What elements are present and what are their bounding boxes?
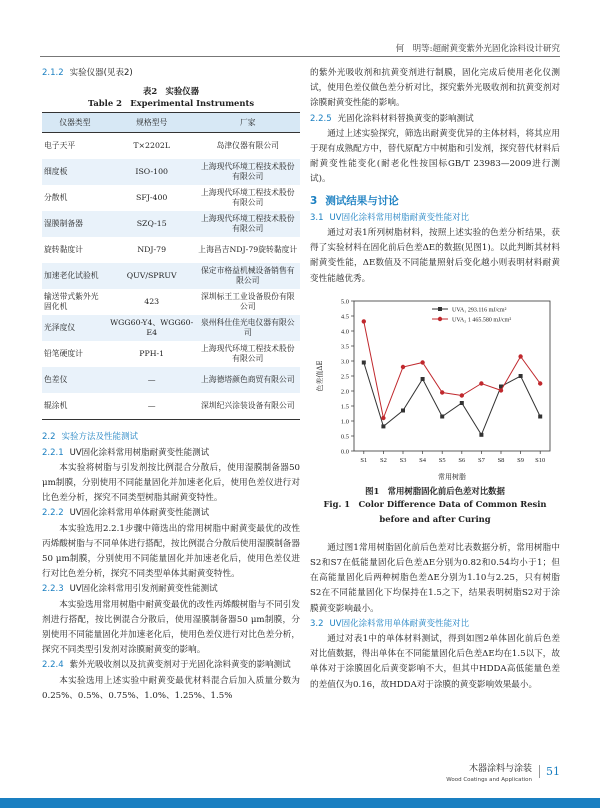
paragraph-2-2-5: 通过上述实验探究，筛选出耐黄变优异的主体材料，将其应用于现有成熟配方中，替代原配方中树脂和引发剂，探究替代材料后耐黄变性能变化(耐老化性按国标GB/T 23983—2009进行测试)。: [310, 128, 560, 185]
paragraph-2-2-3: 本实验选用常用树脂中耐黄变最优的改性丙烯酸树脂与不同引发剂进行搭配，按比例混合分散后，使用湿膜制备器50 μm制膜，分别使用不同能量固化并加速老化后，使用色差仪进行对比色差分析，探究不同类型引发剂对涂膜耐黄变的影响。: [42, 599, 300, 656]
journal-name-cn: 木器涂料与涂装: [468, 764, 532, 774]
section-heading-3-1: [310, 211, 560, 226]
section-heading-2-2-4: [42, 658, 300, 673]
y-tick-label: 1.0: [340, 418, 349, 426]
table-header-cell: 厂家: [196, 113, 300, 133]
y-tick-label: 5.0: [340, 298, 349, 306]
table-cell: 岛津仪器有限公司: [216, 141, 279, 151]
data-point: [401, 365, 405, 369]
table-row: [42, 367, 300, 393]
data-point: [538, 381, 542, 385]
table-cell: SZQ-15: [108, 211, 196, 237]
table-cell: 深圳纪兴涂装设备有限公司: [196, 393, 300, 420]
data-point: [519, 374, 523, 378]
section-title: 实验仪器(见表2): [69, 68, 133, 78]
section-number: 2.2.1: [42, 447, 64, 458]
table-cell: QUV/SPRUV: [108, 263, 196, 289]
table-row: [42, 237, 300, 263]
y-tick-label: 2.0: [340, 388, 349, 396]
data-point: [381, 424, 385, 428]
table-header-cell: 仪器类型: [42, 113, 108, 133]
section-title: 紫外光吸收剂以及抗黄变剂对于光固化涂料黄变的影响测试: [69, 660, 291, 671]
table-cell: 细度板: [42, 159, 108, 185]
series-line: [364, 362, 540, 434]
data-point: [440, 414, 444, 418]
table-row: [42, 341, 300, 367]
page-number: 51: [539, 765, 560, 778]
x-tick-label: S5: [438, 456, 446, 464]
table-cell: 分散机: [44, 193, 68, 203]
section-title: UV固化涂料常用树脂耐黄变性能对比: [329, 212, 470, 223]
section-title: 实验方法及性能测试: [61, 432, 139, 443]
table-cell: PPH-1: [139, 349, 165, 359]
table-cell: 保定市格益机械设备销售有限公司: [196, 263, 300, 289]
table-cell: 铅笔硬度计: [44, 349, 83, 359]
data-point: [479, 433, 483, 437]
data-point: [421, 377, 425, 381]
x-tick-label: S8: [497, 456, 505, 464]
section-heading-2-2-3: [42, 582, 300, 597]
table-row: [42, 263, 300, 289]
data-point: [518, 354, 522, 358]
x-tick-label: S9: [517, 456, 525, 464]
header-rule: [40, 56, 560, 57]
legend-marker: [438, 317, 442, 321]
table-cell: 423: [144, 297, 160, 307]
paragraph-2-2-4: 本实验选用上述实验中耐黄变最优材料混合后加入质量分数为0.25%、0.5%、0.75%、1.0%、1.25%、1.5%: [42, 675, 300, 701]
section-title: UV固化涂料常用单体耐黄变性能测试: [69, 508, 210, 519]
table-row: [42, 211, 300, 237]
table-cell: 电子天平: [44, 141, 76, 151]
table-body: [42, 133, 300, 420]
series-line: [364, 321, 540, 418]
table-cell: 泉州科仕佳光电仪器有限公司: [196, 315, 300, 341]
section-number: 2.2.2: [42, 508, 64, 519]
data-point: [538, 414, 542, 418]
table-cell: 上海昌吉NDJ-79旋转黏度计: [198, 245, 298, 255]
table-cell: 色差仪: [42, 367, 108, 393]
section-title: UV固化涂料常用单体耐黄变性能对比: [329, 618, 470, 629]
y-tick-label: 3.0: [340, 358, 349, 366]
table-cell: NDJ-79: [137, 245, 167, 255]
table-caption-en: Table 2 Experimental Instruments: [87, 98, 255, 109]
table-cell: 湿膜制备器: [42, 211, 108, 237]
x-tick-label: S10: [535, 456, 546, 464]
data-point: [460, 393, 464, 397]
section-title: UV固化涂料常用引发剂耐黄变性能测试: [69, 584, 218, 595]
data-point: [381, 416, 385, 420]
table-header-cell: 规格型号: [108, 113, 196, 133]
section-heading-2-2: [42, 430, 300, 445]
table-cell: —: [108, 393, 196, 420]
data-point: [420, 360, 424, 364]
section-heading-2-2-1: [42, 446, 300, 461]
section-number: 2.1.2: [42, 68, 64, 78]
x-tick-label: S6: [458, 456, 466, 464]
chart-svg: [310, 293, 560, 485]
paragraph-3-1: 通过对表1所列树脂材料，按照上述实验的色差分析结果，获得了实验材料在固化前后色差ΔE的数据(见图1)。以此判断其材料耐黄变性能，ΔE数值及不同能量照射后变化越小则表明材料耐黄变性能越优秀。: [310, 228, 560, 284]
y-tick-label: 0.5: [340, 433, 349, 441]
section-number: 3.1: [310, 212, 324, 223]
section-heading-3: [310, 194, 560, 209]
table-caption-cn: 表2 实验仪器: [142, 86, 200, 97]
table-row: [42, 133, 300, 160]
table-cell: 旋转黏度计: [44, 245, 83, 255]
legend-entry: UVA₂ 1 465.580 mJ/cm²: [452, 317, 512, 324]
table-row: [42, 393, 300, 420]
table-row: [42, 289, 300, 315]
x-tick-label: S4: [419, 456, 427, 464]
table-cell: —: [108, 367, 196, 393]
data-point: [499, 388, 503, 392]
paragraph-fig1-analysis: 通过图1常用树脂固化前后色差对比表数据分析，常用树脂中S2和S7在低能量固化后色差ΔE分别为0.82和0.54均小于1；但在高能量固化后两种树脂色差ΔE分别为1.10与2.25，只有树脂S2在不同能量固化下均保持在1.5之下，结果表明树脂S2对于涂膜黄变影响最小。: [310, 542, 560, 614]
x-tick-label: S7: [477, 456, 485, 464]
section-heading-3-2: [310, 617, 560, 632]
footer-bar: [0, 798, 600, 808]
y-tick-label: 1.5: [340, 403, 349, 411]
paragraph-continued: 的紫外光吸收剂和抗黄变剂进行制膜，固化完成后使用老化仪测试，使用色差仪做色差分析对比，探究紫外光吸收剂和抗黄变剂对涂膜耐黄变性能的影响。: [310, 68, 560, 109]
table-cell: 上海现代环境工程技术股份有限公司: [200, 344, 295, 364]
journal-name: [446, 764, 532, 786]
instruments-table: [42, 112, 300, 420]
journal-name-en: Wood Coatings and Application: [446, 777, 532, 783]
table-cell: ISO-100: [108, 159, 196, 185]
paragraph-2-2-1: 本实验将树脂与引发剂按比例混合分散后，使用湿膜制备器50 μm制膜，分别使用不同能量固化并加速老化后，使用色差仪进行对比色差分析，探究不同类型树脂其耐黄变特性。: [42, 462, 300, 504]
table-cell: 输送带式紫外光固化机: [44, 292, 99, 312]
y-tick-label: 3.5: [340, 343, 349, 351]
paragraph-2-2-2: 本实验选用2.2.1步骤中筛选出的常用树脂中耐黄变最优的改性丙烯酸树脂与不同单体进行搭配，按比例混合分散后使用湿膜制备器50 μm制膜，分别使用不同能量固化并加速老化后，使用色差仪进行对比色差分析，探究不同类型单体其耐黄变特性。: [42, 523, 300, 580]
data-point: [440, 390, 444, 394]
table-cell: 深圳标王工业设备股份有限公司: [200, 292, 295, 312]
section-number: 2.2.3: [42, 584, 64, 595]
table-cell: 加速老化试验机: [42, 263, 108, 289]
figure-caption-en: Fig. 1 Color Difference Data of Common Resin before and after Curing: [323, 498, 547, 524]
table-cell: 上海现代环境工程技术股份有限公司: [200, 188, 295, 208]
section-heading-2-2-2: [42, 506, 300, 521]
y-tick-label: 2.5: [340, 373, 349, 381]
legend-entry: UVA₁ 293.116 mJ/cm²: [452, 307, 507, 314]
table-header-row: [42, 113, 300, 133]
legend-marker: [438, 307, 442, 311]
y-tick-label: 4.0: [340, 328, 349, 336]
data-point: [479, 381, 483, 385]
paragraph-3-2: 通过对表1中的单体材料测试，得到如图2单体固化前后色差对比值数据，得出单体在不同能量固化后色差ΔE均在1.5以下，故单体对于涂膜固化后黄变影响不大，但其中HDDA高低能量色差的差值仅为0.16，故HDDA对于涂膜的黄变影响效果最小。: [310, 634, 560, 690]
section-number: 3.2: [310, 618, 324, 629]
table-cell: 光泽度仪: [42, 315, 108, 341]
table-cell: WGG60-Y4、WGG60-E4: [108, 315, 196, 341]
table-cell: 上海德塔颜色商贸有限公司: [196, 367, 300, 393]
y-tick-label: 4.5: [340, 313, 349, 321]
section-title: 测试结果与讨论: [325, 194, 399, 207]
y-tick-label: 0.0: [340, 448, 349, 456]
left-column: [42, 66, 300, 704]
section-number: 2.2.4: [42, 660, 64, 671]
section-title: 光固化涂料材料替换黄变的影响测试: [337, 113, 474, 124]
section-heading-2-2-5: [310, 112, 560, 127]
section-heading-2-1-2: [42, 66, 300, 81]
table-cell: 上海现代环境工程技术股份有限公司: [196, 159, 300, 185]
section-title: UV固化涂料常用树脂耐黄变性能测试: [69, 447, 210, 458]
right-column: [310, 66, 560, 693]
figure-1-chart: [310, 293, 560, 485]
data-point: [401, 408, 405, 412]
x-tick-label: S3: [399, 456, 407, 464]
section-number: 2.2.5: [310, 113, 332, 124]
x-tick-label: S2: [379, 456, 387, 464]
table-cell: SFJ-400: [136, 193, 168, 203]
table-row: [42, 159, 300, 185]
section-number: 2.2: [42, 432, 56, 443]
x-axis-label: 常用树脂: [438, 472, 466, 481]
table-cell: 辊涂机: [42, 393, 108, 420]
data-point: [362, 319, 366, 323]
table-cell: T×2202L: [133, 141, 171, 151]
table-row: [42, 185, 300, 211]
running-header: 何 明等:超耐黄变紫外光固化涂料设计研究: [395, 44, 560, 54]
y-axis-label: 色差值ΔE: [316, 360, 324, 392]
table-row: [42, 315, 300, 341]
table-cell: 上海现代环境工程技术股份有限公司: [196, 211, 300, 237]
figure-caption-cn: 图1 常用树脂固化前后色差对比数据: [365, 485, 505, 496]
section-number: 3: [310, 194, 318, 207]
data-point: [362, 360, 366, 364]
data-point: [460, 401, 464, 405]
x-tick-label: S1: [360, 456, 368, 464]
